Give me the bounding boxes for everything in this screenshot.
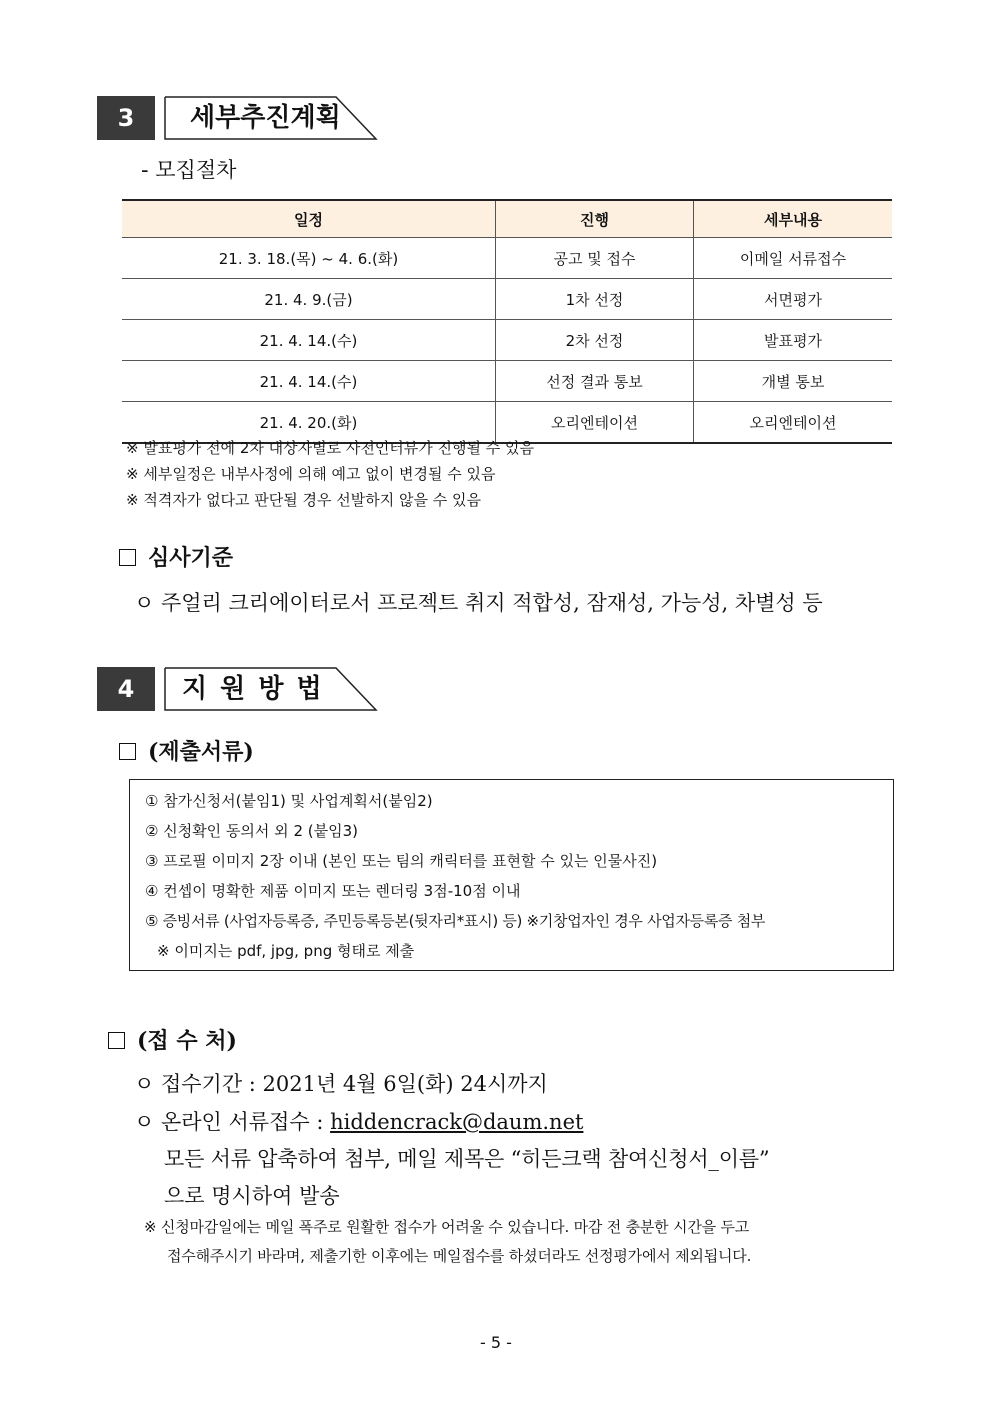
reception-heading-text: (접 수 처) — [137, 1028, 237, 1054]
document-item: ① 참가신청서(붙임1) 및 사업계획서(붙임2) — [145, 792, 433, 810]
checkbox-square-icon — [119, 549, 136, 566]
document-note: ※ 이미지는 pdf, jpg, png 형태로 제출 — [157, 942, 415, 960]
table-cell: 오리엔테이션 — [496, 402, 694, 444]
note-line: ※ 발표평가 전에 2차 대상자별로 사전인터뷰가 진행될 수 있음 — [126, 439, 535, 457]
table-cell: 2차 선정 — [496, 320, 694, 361]
table-row — [122, 361, 892, 402]
header-cell: 세부내용 — [694, 200, 893, 238]
recruit-procedure-subheading: - 모집절차 — [141, 158, 237, 182]
table-cell: 이메일 서류접수 — [694, 238, 893, 279]
table-cell: 선정 결과 통보 — [496, 361, 694, 402]
online-reception — [134, 1106, 583, 1136]
header-cell: 일정 — [122, 200, 496, 238]
email-link[interactable]: hiddencrack@daum.net — [330, 1110, 584, 1134]
table-cell: 21. 4. 14.(수) — [122, 320, 496, 361]
warning-note: ※ 신청마감일에는 메일 폭주로 원활한 접수가 어려울 수 있습니다. 마감 전 충분한 시간을 두고 — [144, 1218, 750, 1236]
section-title: 세부추진계획 — [190, 103, 341, 133]
criteria-item: ㅇ 주얼리 크리에이터로서 프로젝트 취지 적합성, 잠재성, 가능성, 차별성 등 — [134, 591, 823, 615]
table-cell: 21. 4. 20.(화) — [122, 402, 496, 444]
table-header-row — [122, 200, 892, 238]
table-cell: 21. 4. 14.(수) — [122, 361, 496, 402]
documents-heading-text: (제출서류) — [148, 739, 254, 765]
online-reception-label: ㅇ 온라인 서류접수 : — [134, 1110, 331, 1134]
section-title: 지 원 방 법 — [182, 674, 324, 704]
documents-heading — [119, 735, 254, 766]
table-row — [122, 279, 892, 320]
table-cell: 서면평가 — [694, 279, 893, 320]
warning-note: 접수해주시기 바라며, 제출기한 이후에는 메일접수를 하셨더라도 선정평가에서 제외됩니다. — [167, 1247, 752, 1265]
criteria-heading — [119, 541, 233, 572]
documents-box — [129, 779, 894, 971]
section-number-badge: 4 — [97, 667, 155, 711]
reception-period: ㅇ 접수기간 : 2021년 4월 6일(화) 24시까지 — [134, 1072, 548, 1096]
online-reception-detail: 으로 명시하여 발송 — [164, 1184, 340, 1208]
checkbox-square-icon — [119, 743, 136, 760]
document-item: ③ 프로필 이미지 2장 이내 (본인 또는 팀의 캐릭터를 표현할 수 있는 인물사진) — [145, 852, 658, 870]
header-cell: 진행 — [496, 200, 694, 238]
table-row — [122, 238, 892, 279]
document-item: ⑤ 증빙서류 (사업자등록증, 주민등록등본(뒷자리*표시) 등) ※기창업자인 경우 사업자등록증 첨부 — [145, 912, 766, 930]
table-row — [122, 320, 892, 361]
schedule-table — [122, 199, 892, 444]
table-cell: 발표평가 — [694, 320, 893, 361]
page-number: - 5 - — [480, 1333, 512, 1352]
online-reception-detail: 모든 서류 압축하여 첨부, 메일 제목은 “히든크랙 참여신청서_이름” — [164, 1147, 770, 1171]
document-item: ④ 컨셉이 명확한 제품 이미지 또는 렌더링 3점-10점 이내 — [145, 882, 521, 900]
table-cell: 1차 선정 — [496, 279, 694, 320]
section-title-box — [164, 667, 378, 711]
table-cell: 공고 및 접수 — [496, 238, 694, 279]
note-line: ※ 세부일정은 내부사정에 의해 예고 없이 변경될 수 있음 — [126, 465, 496, 483]
table-cell: 개별 통보 — [694, 361, 893, 402]
criteria-heading-text: 심사기준 — [148, 546, 234, 571]
section-title-box — [164, 96, 378, 140]
note-line: ※ 적격자가 없다고 판단될 경우 선발하지 않을 수 있음 — [126, 491, 482, 509]
table-cell: 21. 4. 9.(금) — [122, 279, 496, 320]
document-item: ② 신청확인 동의서 외 2 (붙임3) — [145, 822, 358, 840]
reception-heading — [108, 1024, 237, 1055]
section-number-badge: 3 — [97, 96, 155, 140]
table-cell: 21. 3. 18.(목) ~ 4. 6.(화) — [122, 238, 496, 279]
checkbox-square-icon — [108, 1032, 125, 1049]
table-cell: 오리엔테이션 — [694, 402, 893, 444]
